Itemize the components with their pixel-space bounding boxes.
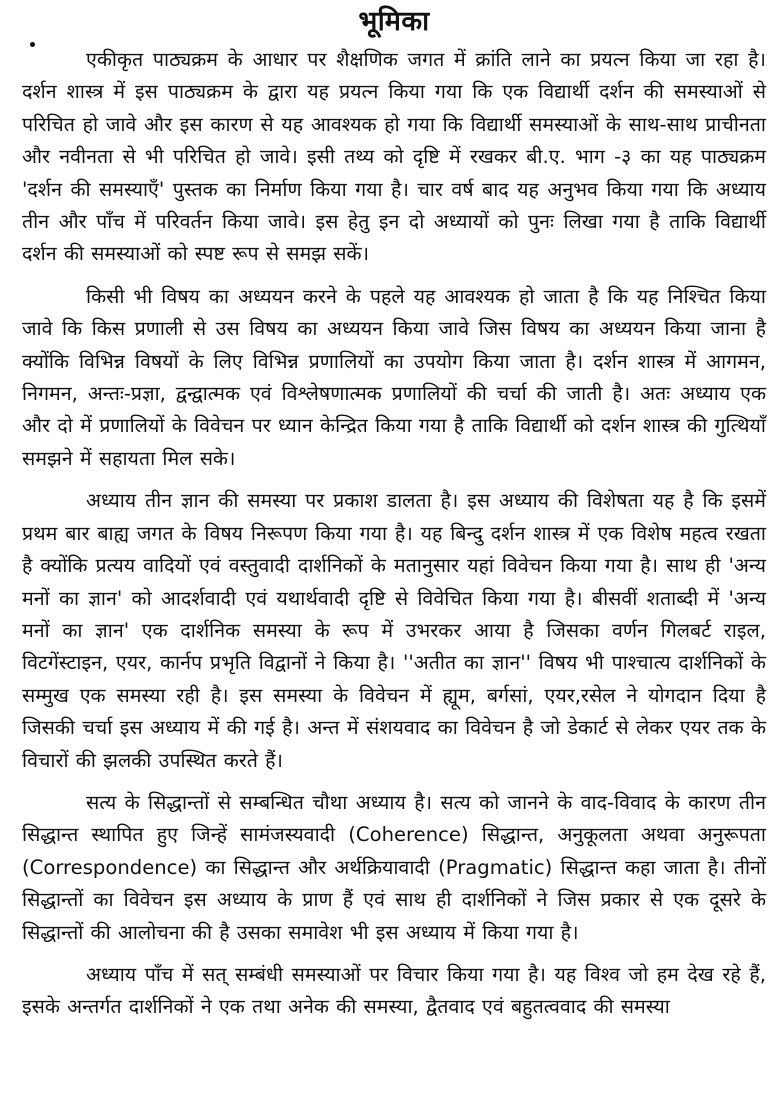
page-title: भूमिका xyxy=(358,6,430,37)
paragraph-5: अध्याय पाँच में सत् सम्बंधी समस्याओं पर विचार किया गया है। यह विश्व जो हम देख रहे हैं, इसके अन्तर्गत दार्शनिकों ने एक तथा अनेक की समस्या, द्वैतवाद एवं बहुतत्ववाद की समस्या xyxy=(22,962,766,1019)
paragraph-3: अध्याय तीन ज्ञान की समस्या पर प्रकाश डालता है। इस अध्याय की विशेषता यह है कि इसमें प्रथम बार बाह्य जगत के विषय निरूपण किया गया है। यह बिन्दु दर्शन शास्त्र में एक विशेष महत्व रखता है क्योंकि प्रत्यय वादियों एवं वस्तुवादी दार्शनिकों के मतानुसार यहां विवेचन किया गया है। साथ ही 'अन्य मनों का ज्ञान' को आदर्शवादी एवं यथार्थवादी दृष्टि से विवेचित किया गया है। बीसवीं शताब्दी में 'अन्य मनों का ज्ञान' एक दार्शनिक समस्या के रूप में उभरकर आया है जिसका वर्णन गिलबर्ट राइल, विटगेंस्टाइन, एयर, कार्नप प्रभृति विद्वानों ने किया है। ''अतीत का ज्ञान'' विषय भी पाश्चात्य दार्शनिकों के सम्मुख एक समस्या रही है। इस समस्या के विवेचन में ह्यूम, बर्गसां, एयर,रसेल ने योगदान दिया है जिसकी चर्चा इस अध्याय में की गई है। अन्त में संशयवाद का विवेचन है जो डेकार्ट से लेकर एयर तक के विचारों की झलकी उपस्थित करते हैं। xyxy=(22,489,766,772)
paragraph-1: एकीकृत पाठ्यक्रम के आधार पर शैक्षणिक जगत में क्रांति लाने का प्रयत्न किया जा रहा है। दर्शन शास्त्र में इस पाठ्यक्रम के द्वारा यह प्रयत्न किया गया कि एक विद्यार्थी दर्शन की समस्याओं से परिचित हो जावे और इस कारण से यह आवश्यक हो गया कि विद्यार्थी समस्याओं के साथ-साथ प्राचीनता और नवीनता से भी परिचित हो जावे। इसी तथ्य को दृष्टि में रखकर बी.ए. भाग -३ का यह पाठ्यक्रम 'दर्शन की समस्याएँ' पुस्तक का निर्माण किया गया है। चार वर्ष बाद यह अनुभव किया गया कि अध्याय तीन और पाँच में परिवर्तन किया जावे। इस हेतु इन दो अध्यायों को पुनः लिखा गया है ताकि विद्यार्थी दर्शन की समस्याओं को स्पष्ट रूप से समझ सकें। xyxy=(22,48,766,266)
paragraph-4: सत्य के सिद्धान्तों से सम्बन्धित चौथा अध्याय है। सत्य को जानने के वाद-विवाद के कारण तीन सिद्धान्त स्थापित हुए जिन्हें सामंजस्यवादी (Coherence) सिद्धान्त, अनुकूलता अथवा अनुरूपता (Correspondence) का सिद्धान्त और अर्थक्रियावादी (Pragmatic) सिद्धान्त कहा जाता है। तीनों सिद्धान्तों का विवेचन इस अध्याय के प्राण हैं एवं साथ ही दार्शनिकों ने जिस प्रकार से एक दूसरे के सिद्धान्तों की आलोचना की है उसका समावेश भी इस अध्याय में किया गया है। xyxy=(22,790,766,944)
paragraph-2: किसी भी विषय का अध्ययन करने के पहले यह आवश्यक हो जाता है कि यह निश्चित किया जावे कि किस प्रणाली से उस विषय का अध्ययन किया जावे जिस विषय का अध्ययन किया जाना है क्योंकि विभिन्न विषयों के लिए विभिन्न प्रणालियों का उपयोग किया जाता है। दर्शन शास्त्र में आगमन, निगमन, अन्तः-प्रज्ञा, द्वन्द्वात्मक एवं विश्लेषणात्मक प्रणालियों की चर्चा की जाती है। अतः अध्याय एक और दो में प्रणालियों के विवेचन पर ध्यान केन्द्रित किया गया है ताकि विद्यार्थी को दर्शन शास्त्र की गुत्थियाँ समझने में सहायता मिल सके। xyxy=(22,284,766,470)
page-mark-dot xyxy=(30,42,35,47)
